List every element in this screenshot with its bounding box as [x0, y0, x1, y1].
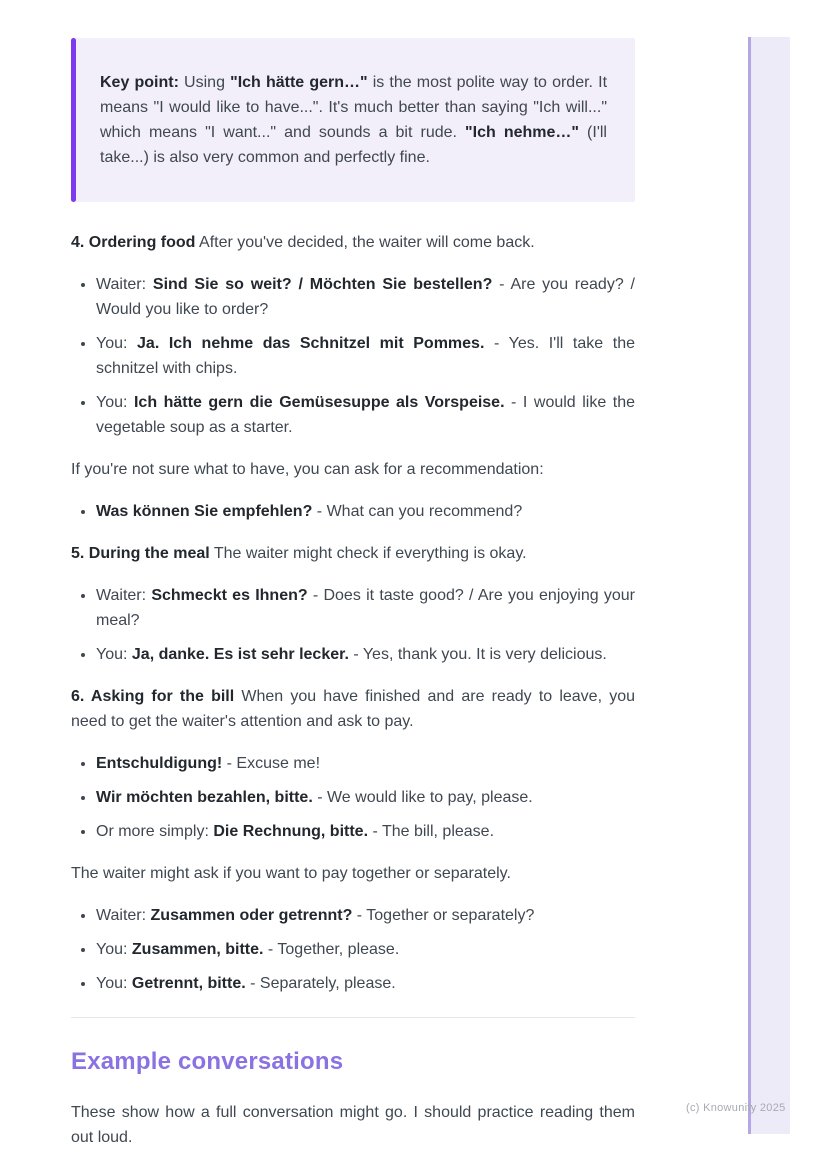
- list-pay-together: [71, 903, 635, 996]
- section-divider: [71, 1017, 635, 1018]
- watermark: (c) Knowunity 2025: [686, 1102, 786, 1114]
- paragraph-section-5-during-meal: 5. During the meal The waiter might check if everything is okay.: [71, 545, 527, 562]
- list-item: • You: Ja. Ich nehme das Schnitzel mit Pommes. - Yes. I'll take the schnitzel with chips.: [96, 331, 635, 381]
- section-heading-example-conversations: Example conversations: [71, 1048, 344, 1075]
- list-item: • Entschuldigung! - Excuse me!: [96, 751, 635, 776]
- list-during-meal: [71, 583, 635, 667]
- list-item: • You: Ja, danke. Es ist sehr lecker. - Yes, thank you. It is very delicious.: [96, 642, 635, 667]
- list-item: • Wir möchten bezahlen, bitte. - We would like to pay, please.: [96, 785, 635, 810]
- list-item: • Waiter: Sind Sie so weit? / Möchten Sie bestellen? - Are you ready? / Would you like to order?: [96, 272, 635, 322]
- paragraph-section-6-asking-for-bill: 6. Asking for the bill When you have finished and are ready to leave, you need to get the waiter's attention and ask to pay.: [71, 688, 635, 730]
- page-edge-band: [748, 37, 790, 1134]
- document-page: [71, 38, 635, 1167]
- list-item: • You: Getrennt, bitte. - Separately, please.: [96, 971, 635, 996]
- list-item: • Waiter: Zusammen oder getrennt? - Together or separately?: [96, 903, 635, 928]
- list-item: • Or more simply: Die Rechnung, bitte. - The bill, please.: [96, 819, 635, 844]
- paragraph-recommendation-intro: If you're not sure what to have, you can ask for a recommendation:: [71, 461, 544, 478]
- list-item: • You: Ich hätte gern die Gemüsesuppe als Vorspeise. - I would like the vegetable soup as a starter.: [96, 390, 635, 440]
- paragraph-section-4-ordering-food: 4. Ordering food After you've decided, the waiter will come back.: [71, 234, 535, 251]
- list-item: • Was können Sie empfehlen? - What can you recommend?: [96, 499, 635, 524]
- paragraph-example-conversations-intro: These show how a full conversation might go. I should practice reading them out loud.: [71, 1104, 635, 1146]
- list-item: • You: Zusammen, bitte. - Together, please.: [96, 937, 635, 962]
- key-point-text: Key point: Using "Ich hätte gern…" is the most polite way to order. It means "I would like to have...". It's much better than saying "Ich will..." which means "I want..." and sounds a bit rude. "Ich nehme…" (I'll take...) is also very common and perfectly fine.: [100, 74, 608, 166]
- list-ordering-food: [71, 272, 635, 440]
- list-item: • Waiter: Schmeckt es Ihnen? - Does it taste good? / Are you enjoying your meal?: [96, 583, 635, 633]
- list-recommendation: [71, 499, 635, 524]
- list-asking-for-bill: [71, 751, 635, 844]
- key-point-callout: [71, 38, 635, 202]
- paragraph-pay-together-intro: The waiter might ask if you want to pay together or separately.: [71, 865, 511, 882]
